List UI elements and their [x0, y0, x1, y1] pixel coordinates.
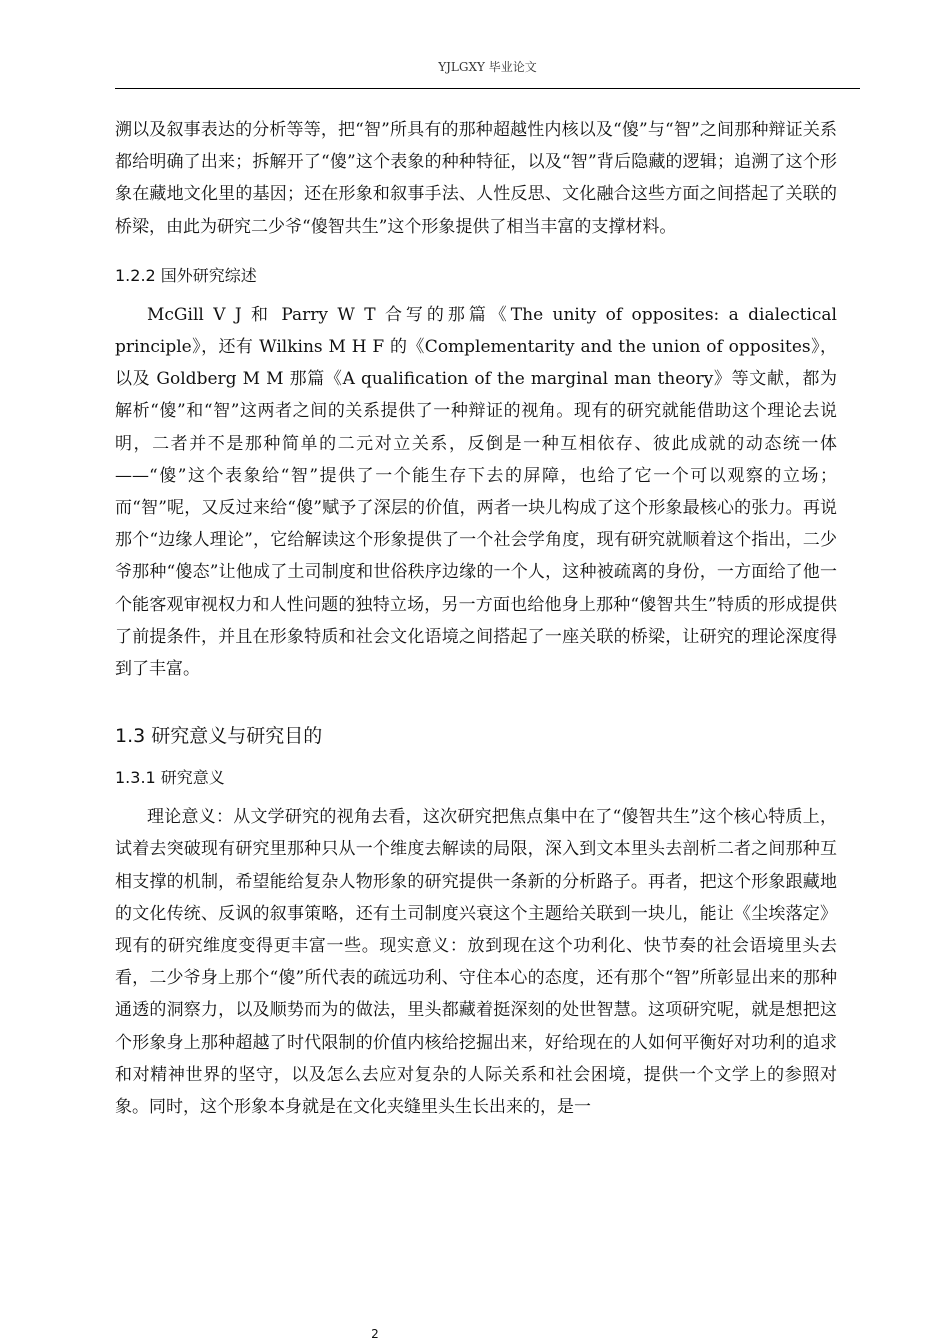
header-divider — [115, 88, 860, 89]
section-heading-1-3: 1.3 研究意义与研究目的 — [115, 725, 323, 748]
section-heading-1-3-1: 1.3.1 研究意义 — [115, 768, 225, 788]
paragraph-foreign-research: McGill V J 和 Parry W T 合写的那篇《The unity of opposites: a dialectical principle》，还有 Wilkins M H F 的《Complementarity and the union of opposites》，以及 Goldberg M M 那篇《A qualification of the marginal man theory》等文献，都为解析“傻”和“智”这两者之间的关系提供了一种辩证的视角。现有的研究就能借助这个理论去说明，二者并不是那种简单的二元对立关系，反倒是一种互相依存、彼此成就的动态统一体——“傻”这个表象给“智”提供了一个能生存下去的屏障，也给了它一个可以观察的立场；而“智”呢，又反过来给“傻”赋予了深层的价值，两者一块儿构成了这个形象最核心的张力。再说那个“边缘人理论”，它给解读这个形象提供了一个社会学角度，现有研究就顺着这个指出，二少爷那种“傻态”让他成了土司制度和世俗秩序边缘的一个人，这种被疏离的身份，一方面给了他一个能客观审视权力和人性问题的独特立场，另一方面也给他身上那种“傻智共生”特质的形成提供了前提条件，并且在形象特质和社会文化语境之间搭起了一座关联的桥梁，让研究的理论深度得到了丰富。 — [115, 304, 837, 680]
page-number: 2 — [371, 1327, 379, 1341]
paragraph-research-significance: 理论意义：从文学研究的视角去看，这次研究把焦点集中在了“傻智共生”这个核心特质上，试着去突破现有研究里那种只从一个维度去解读的局限，深入到文本里头去剖析二者之间那种互相支撑的机制，希望能给复杂人物形象的研究提供一条新的分析路子。再者，把这个形象跟藏地的文化传统、反讽的叙事策略，还有土司制度兴衰这个主题给关联到一块儿，能让《尘埃落定》现有的研究维度变得更丰富一些。现实意义：放到现在这个功利化、快节奏的社会语境里头去看，二少爷身上那个“傻”所代表的疏远功利、守住本心的态度，还有那个“智”所彰显出来的那种通透的洞察力，以及顺势而为的做法，里头都藏着挺深刻的处世智慧。这项研究呢，就是想把这个形象身上那种超越了时代限制的价值内核给挖掘出来，好给现在的人如何平衡好对功利的追求和对精神世界的坚守，以及怎么去应对复杂的人际关系和社会困境，提供一个文学上的参照对象。同时，这个形象本身就是在文化夹缝里头生长出来的，是一 — [115, 807, 837, 1118]
section-heading-1-2-2: 1.2.2 国外研究综述 — [115, 265, 257, 285]
paragraph-intro-continued: 溯以及叙事表达的分析等等，把“智”所具有的那种超越性内核以及“傻”与“智”之间那种辩证关系都给明确了出来；拆解开了“傻”这个表象的种种特征，以及“智”背后隐藏的逻辑；追溯了这个形象在藏地文化里的基因；还在形象和叙事手法、人性反思、文化融合这些方面之间搭起了关联的桥梁，由此为研究二少爷“傻智共生”这个形象提供了相当丰富的支撑材料。 — [115, 120, 837, 237]
page-header: YJLGXY 毕业论文 — [438, 60, 537, 74]
document-body — [115, 114, 837, 1123]
